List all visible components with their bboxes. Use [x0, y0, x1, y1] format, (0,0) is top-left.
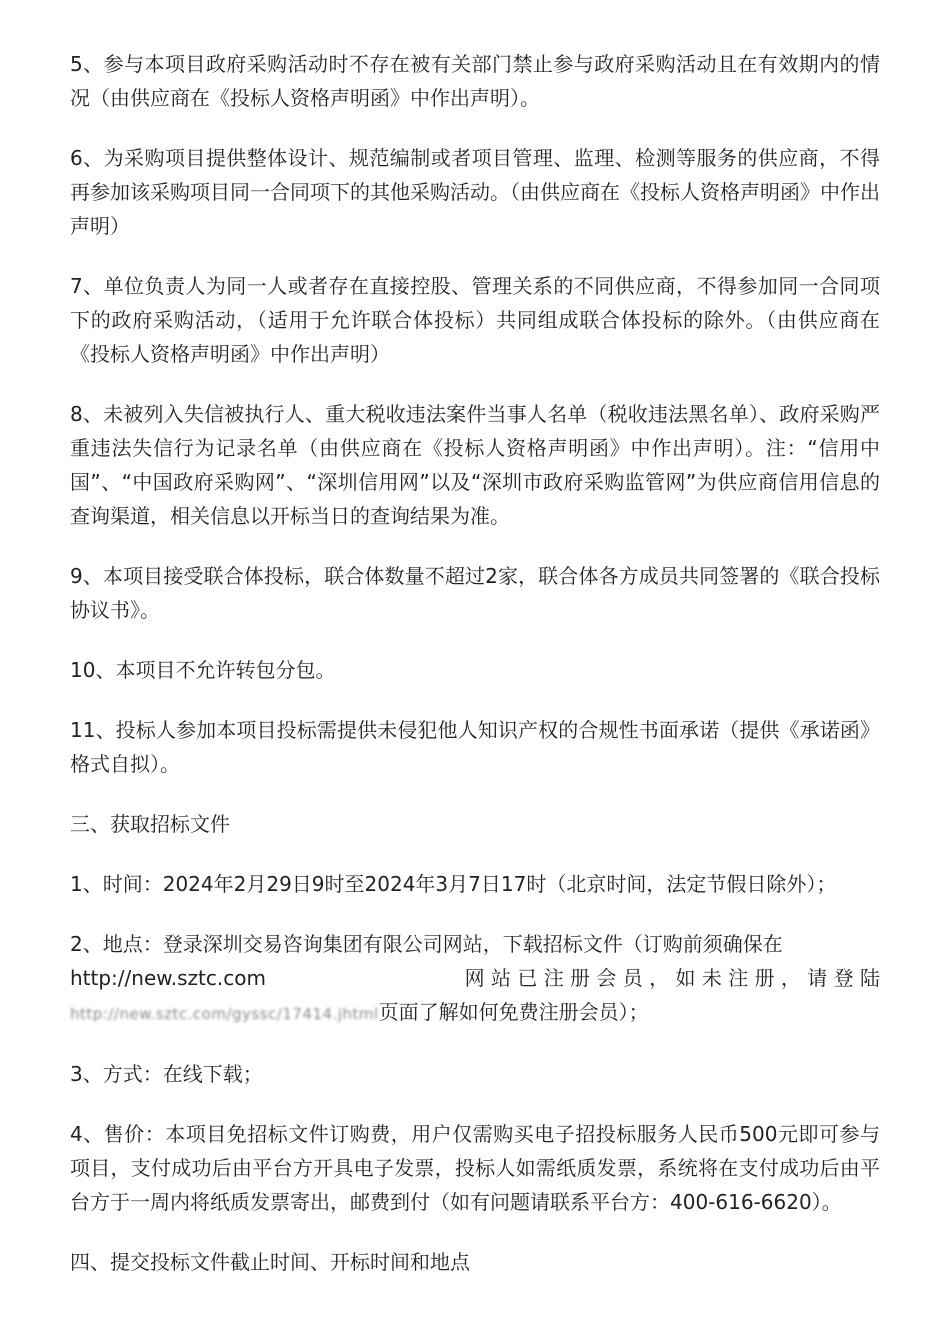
clause-9: 9、本项目接受联合体投标，联合体数量不超过2家，联合体各方成员共同签署的《联合投标协议书》。 [70, 564, 880, 622]
clause-6: 6、为采购项目提供整体设计、规范编制或者项目管理、监理、检测等服务的供应商，不得再参加该采购项目同一合同项下的其他采购活动。（由供应商在《投标人资格声明函》中作出声明） [70, 146, 880, 238]
registration-hint: 网 站 已 注 册 会 员 ， 如 未 注 册 ， 请 登 陆 [464, 966, 880, 990]
acquisition-place-tail: 页面了解如何免费注册会员）； [378, 1000, 649, 1024]
clause-7: 7、单位负责人为同一人或者存在直接控股、管理关系的不同供应商，不得参加同一合同项下的政府采购活动，（适用于允许联合体投标）共同组成联合体投标的除外。（由供应商在《投标人资格声明函》中作出声明） [70, 274, 880, 366]
registration-guide-link[interactable]: http://new.sztc.com/gyssc/17414.jhtml [70, 1005, 379, 1023]
acquisition-price: 4、售价：本项目免招标文件订购费，用户仅需购买电子招投标服务人民币500元即可参与项目，支付成功后由平台方开具电子发票，投标人如需纸质发票，系统将在支付成功后由平台方于一周内将纸质发票寄出，邮费到付（如有问题请联系平台方：400-616-6620）。 [70, 1122, 880, 1214]
clause-10: 10、本项目不允许转包分包。 [70, 658, 336, 682]
acquisition-place [70, 927, 880, 1031]
acquisition-method: 3、方式：在线下载； [70, 1062, 263, 1086]
document-body [70, 47, 880, 1305]
section-4-heading: 四、提交投标文件截止时间、开标时间和地点 [70, 1250, 470, 1274]
acquisition-time: 1、时间：2024年2月29日9时至2024年3月7日17时（北京时间，法定节假日除外）； [70, 872, 837, 896]
clause-5: 5、参与本项目政府采购活动时不存在被有关部门禁止参与政府采购活动且在有效期内的情况（由供应商在《投标人资格声明函》中作出声明）。 [70, 52, 880, 110]
acquisition-place-tail-line [70, 995, 880, 1031]
acquisition-place-site-line [70, 961, 880, 995]
clause-8: 8、未被列入失信被执行人、重大税收违法案件当事人名单（税收违法黑名单）、政府采购严重违法失信行为记录名单（由供应商在《投标人资格声明函》中作出声明）。注：“信用中国”、“中国政府采购网”、“深圳信用网”以及“深圳市政府采购监管网”为供应商信用信息的查询渠道，相关信息以开标当日的查询结果为准。 [70, 402, 880, 528]
section-3-heading: 三、获取招标文件 [70, 812, 230, 836]
acquisition-place-intro: 2、地点：登录深圳交易咨询集团有限公司网站，下载招标文件（订购前须确保在 [70, 932, 783, 956]
clause-11: 11、投标人参加本项目投标需提供未侵犯他人知识产权的合规性书面承诺（提供《承诺函》格式自拟）。 [70, 718, 880, 776]
site-url-link[interactable]: http://new.sztc.com [70, 966, 266, 990]
